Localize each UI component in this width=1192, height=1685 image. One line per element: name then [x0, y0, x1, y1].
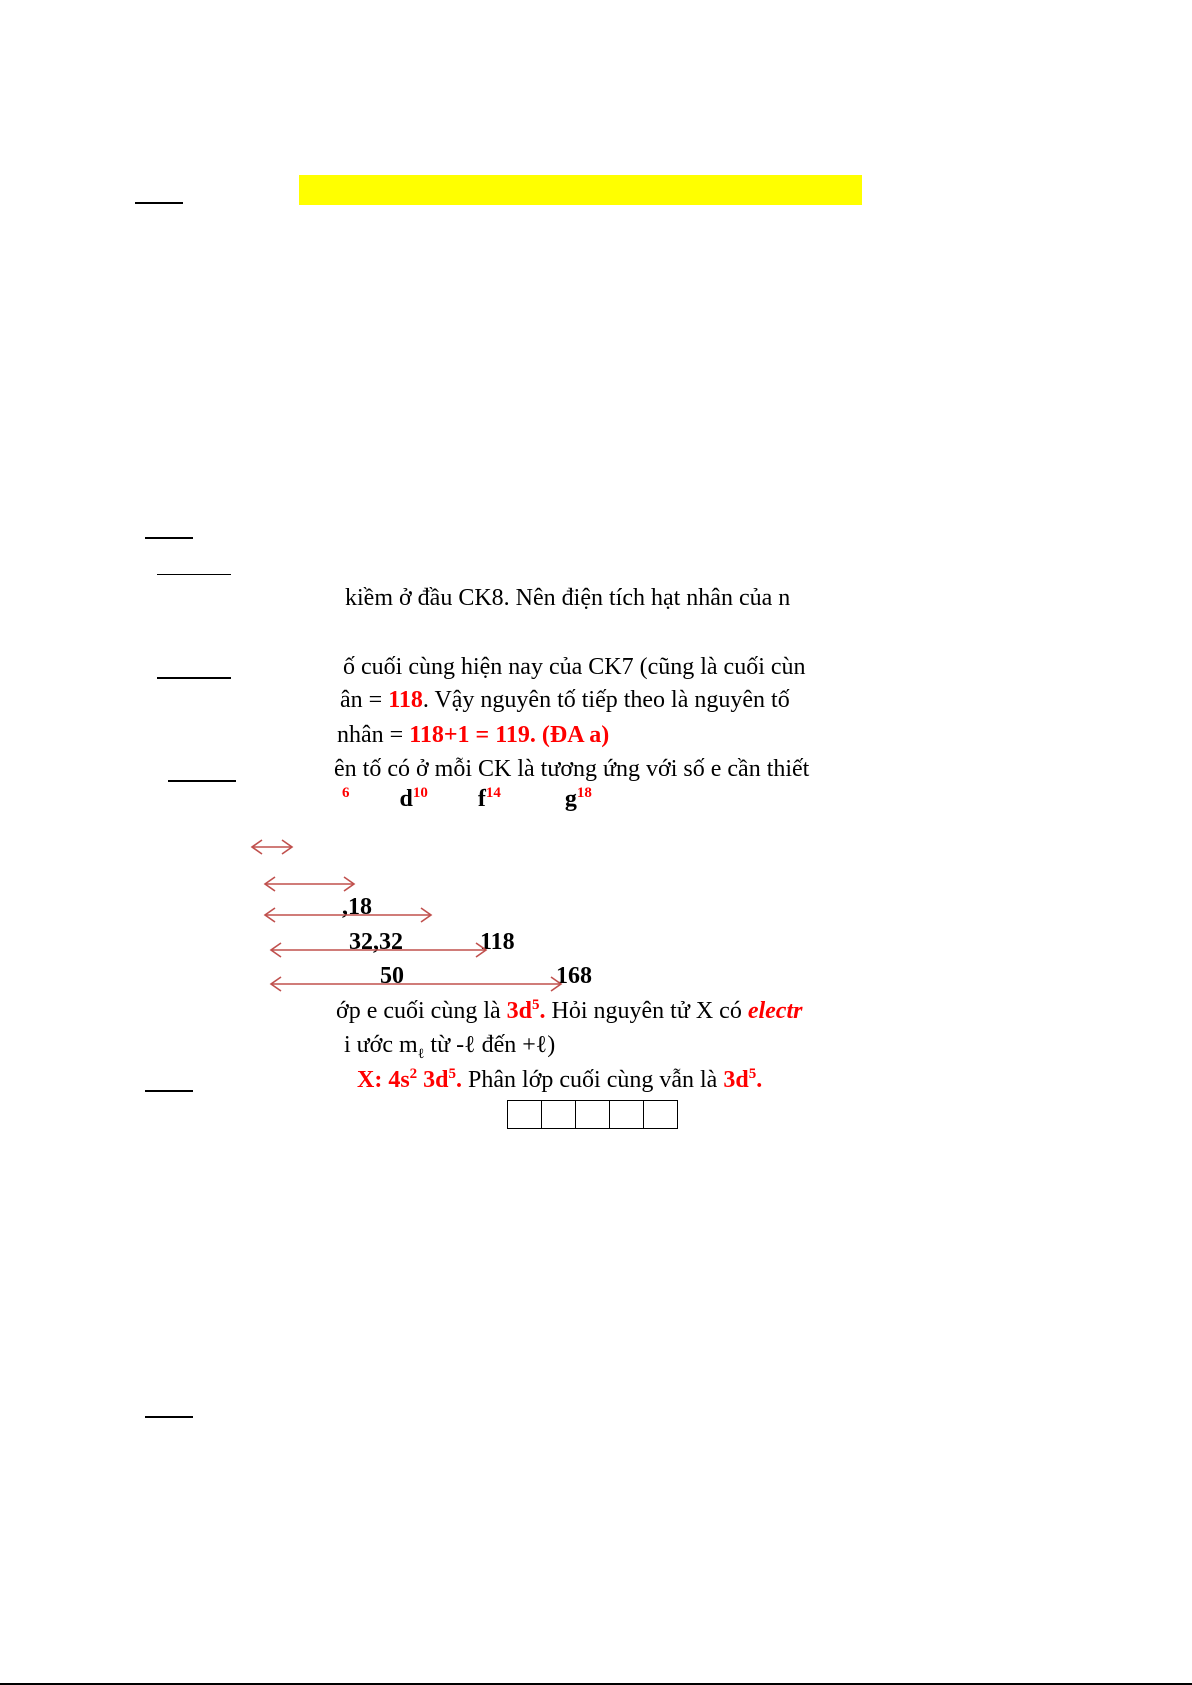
line-3-post: . Vậy nguyên tố tiếp theo là nguyên tố [422, 687, 790, 713]
f-capacity: 14 [485, 785, 501, 801]
line-2-text: ố cuối cùng hiện nay của CK7 (cũng là cuối cùn [343, 654, 806, 680]
orbital-box [643, 1100, 678, 1129]
double-arrow-2 [265, 877, 354, 891]
orbital-box [541, 1100, 576, 1129]
text-line-7 [336, 997, 802, 1025]
line-3-value: 118 [388, 687, 423, 713]
double-arrow-1 [252, 840, 292, 854]
line-8-sub: ℓ [417, 1046, 425, 1062]
value-32-32: 32,32 [349, 929, 403, 955]
text-line-9 [357, 1066, 762, 1094]
line-4-value: 118+1 = 119. (ĐA a) [409, 722, 610, 748]
line-9-mid: Phân lớp cuối cùng vẫn là [462, 1067, 724, 1093]
d-capacity: 10 [412, 785, 428, 801]
value-118: 118 [480, 929, 515, 955]
orbital-boxes [507, 1100, 678, 1129]
line-9-red5: . [756, 1067, 763, 1093]
line-4-pre: nhân = [337, 722, 410, 748]
line-9-sup1: 2 [409, 1066, 418, 1082]
d-subshell: d [399, 786, 413, 812]
line-9-red4: 3d [723, 1067, 749, 1093]
line-7-mid: Hỏi nguyên tử X có [545, 998, 748, 1024]
line-7-dot: . [539, 998, 546, 1024]
line-5-text: ên tố có ở mỗi CK là tương ứng với số e cần thiết [334, 756, 810, 782]
line-7-config: 3d [506, 998, 532, 1024]
line-9-red2: 3d [417, 1067, 449, 1093]
line-7-config-sup: 5 [532, 997, 540, 1013]
orbital-box [575, 1100, 610, 1129]
line-9-red3: . [456, 1067, 463, 1093]
double-arrow-3 [265, 908, 431, 922]
line-7-italic: electr [747, 998, 803, 1024]
g-capacity: 18 [576, 785, 592, 801]
orbital-box [609, 1100, 644, 1129]
line-9-sup2: 5 [448, 1066, 457, 1082]
double-arrow-5 [271, 977, 561, 991]
orbital-box [507, 1100, 542, 1129]
g-subshell: g [564, 786, 577, 812]
value-18: ,18 [342, 894, 372, 920]
line-8-text: i ước m [344, 1032, 418, 1058]
double-arrow-4 [271, 943, 486, 957]
f-subshell: f [477, 786, 486, 812]
text-line-8 [344, 1031, 555, 1069]
line-8-post: từ -ℓ đến +ℓ) [424, 1032, 556, 1058]
line-7-pre: ớp e cuối cùng là [336, 998, 507, 1024]
line-9-sup4: 5 [748, 1066, 757, 1082]
line-3-pre: ân = [340, 687, 389, 713]
value-50: 50 [380, 963, 404, 989]
value-168: 168 [556, 963, 592, 989]
line-9-red1: X: 4s [357, 1067, 410, 1093]
p-capacity: 6 [342, 785, 350, 801]
line-1-text: kiềm ở đầu CK8. Nên điện tích hạt nhân của n [345, 585, 791, 611]
